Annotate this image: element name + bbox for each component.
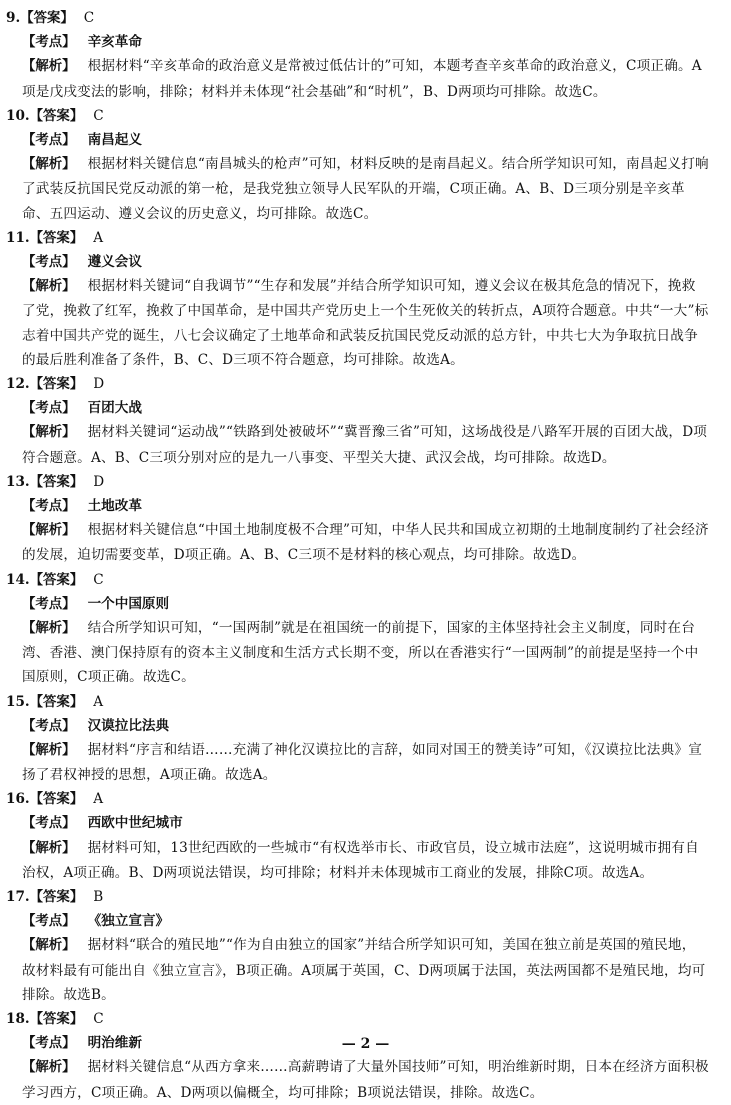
answer-value: C [83,10,95,26]
analysis-text: 结合所学知识可知，“一国两制”就是在祖国统一的前提下，国家的主体坚持社会主义制度，同时在台湾、香港、澳门保持原有的资本主义制度和生活方式长期不变，所以在香港实行“一国两制”的前提是坚持一个中国原则，C项正确。故选C。 [22,619,699,686]
keypoint-line [0,714,731,738]
analysis-text: 据材料“联合的殖民地”“作为自由独立的国家”并结合所学知识可知，美国在独立前是英国的殖民地，故材料最有可能出自《独立宣言》，B项正确。A项属于英国，C、D两项属于法国，英法两国都不是殖民地，均可排除。故选B。 [22,937,706,1003]
question-number: 18. [6,1011,30,1028]
answer-value: C [93,571,104,588]
answer-line [0,372,731,396]
analysis-label: 【解析】 [22,279,76,295]
analysis-label: 【解析】 [22,938,76,954]
question-block [0,226,731,372]
answer-label: 【答案】 [29,572,84,588]
analysis-paragraph [0,152,731,226]
question-list [0,6,731,1105]
answer-line [0,1007,731,1031]
answer-value: A [93,791,104,808]
analysis-paragraph [0,616,731,690]
keypoint-label: 【考点】 [22,498,76,514]
keypoint-value: 南昌起义 [87,131,142,148]
answer-line [0,6,731,30]
analysis-label: 【解析】 [22,425,76,441]
keypoint-line [0,30,731,54]
keypoint-value: 遵义会议 [87,253,142,270]
answer-line [0,470,731,494]
question-block [0,568,731,690]
answer-label: 【答案】 [29,230,84,246]
question-block [0,6,731,104]
analysis-text: 根据材料关键词“自我调节”“生存和发展”并结合所学知识可知，遵义会议在极其危急的情况下，挽救了党，挽救了红军，挽救了中国革命，是中国共产党历史上一个生死攸关的转折点，A项符合题意。中共“一大”标志着中国共产党的诞生，八七会议确定了土地革命和武装反抗国民党反动派的总方针，中共七大为争取抗日战争的最后胜利准备了条件，B、C、D三项不符合题意，均可排除。故选A。 [22,278,709,368]
question-number: 15. [6,693,30,710]
answer-line [0,226,731,250]
question-number: 16. [6,791,30,808]
keypoint-label: 【考点】 [22,35,76,51]
answer-line [0,787,731,811]
question-block [0,1007,731,1105]
answer-label: 【答案】 [29,694,84,710]
answer-value: D [93,473,105,490]
answer-value: A [93,229,104,246]
analysis-paragraph [0,738,731,787]
analysis-text: 据材料可知，13世纪西欧的一些城市“有权选举市长、市政官员，设立城市法庭”，这说明城市拥有自治权，A项正确。B、D两项说法错误，均可排除；材料并未体现城市工商业的发展，排除C项。故选A。 [22,839,699,881]
analysis-text: 据材料“序言和结语……充满了神化汉谟拉比的言辞，如同对国王的赞美诗”可知，《汉谟拉比法典》宣扬了君权神授的思想，A项正确。故选A。 [22,741,702,784]
answer-label: 【答案】 [20,11,74,26]
question-block [0,787,731,885]
analysis-text: 根据材料“辛亥革命的政治意义是常被过低估计的”可知，本题考查辛亥革命的政治意义，C项正确。A项是戊戌变法的影响，排除；材料并未体现“社会基础”和“时机”，B、D两项均可排除。故选C。 [22,58,702,100]
keypoint-line [0,250,731,274]
answer-label: 【答案】 [29,890,84,906]
keypoint-line [0,592,731,616]
keypoint-label: 【考点】 [22,816,76,832]
keypoint-label: 【考点】 [22,254,76,270]
question-number: 13. [6,473,30,490]
question-block [0,104,731,226]
keypoint-label: 【考点】 [22,401,76,417]
question-number: 11. [6,229,30,246]
question-block [0,690,731,788]
analysis-paragraph [0,54,731,103]
keypoint-label: 【考点】 [22,596,76,612]
question-block [0,885,731,1007]
answer-line [0,568,731,592]
question-number: 14. [6,571,30,588]
answer-value: B [93,889,104,906]
answer-line [0,885,731,909]
keypoint-line [0,396,731,420]
question-block [0,470,731,568]
analysis-paragraph [0,420,731,469]
analysis-text: 据材料关键信息“从西方拿来……高薪聘请了大量外国技师”可知，明治维新时期，日本在经济方面积极学习西方，C项正确。A、D两项以偏概全，均可排除；B项说法错误，排除。故选C。 [22,1059,709,1101]
analysis-text: 根据材料关键信息“南昌城头的枪声”可知，材料反映的是南昌起义。结合所学知识可知，南昌起义打响了武装反抗国民党反动派的第一枪，是我党独立领导人民军队的开端，C项正确。A、B、D三项分别是辛亥革命、五四运动、遵义会议的历史意义，均可排除。故选C。 [22,156,709,222]
analysis-label: 【解析】 [22,523,76,539]
answer-value: C [93,107,104,124]
answer-label: 【答案】 [29,792,84,808]
answer-label: 【答案】 [29,474,84,490]
analysis-paragraph [0,836,731,885]
analysis-label: 【解析】 [22,620,76,636]
analysis-paragraph [0,933,731,1007]
keypoint-line [0,909,731,933]
keypoint-value: 汉谟拉比法典 [87,717,170,734]
analysis-label: 【解析】 [22,840,76,856]
answer-label: 【答案】 [29,108,84,124]
question-number: 17. [6,889,30,906]
answer-label: 【答案】 [29,376,84,392]
keypoint-label: 【考点】 [22,132,76,148]
answer-line [0,104,731,128]
analysis-label: 【解析】 [22,1060,76,1076]
question-number: 10. [6,107,30,124]
page-number: — 2 — [341,1036,390,1052]
keypoint-value: 一个中国原则 [87,595,170,612]
analysis-label: 【解析】 [22,157,76,173]
answer-value: D [93,375,105,392]
analysis-label: 【解析】 [22,742,76,758]
analysis-text: 据材料关键词“运动战”“铁路到处被破坏”“冀晋豫三省”可知，这场战役是八路军开展的百团大战，D项符合题意。A、B、C三项分别对应的是九一八事变、平型关大捷、武汉会战，均可排除。故选D。 [22,424,708,466]
answer-label: 【答案】 [29,1012,84,1028]
analysis-label: 【解析】 [22,59,76,75]
analysis-paragraph [0,1055,731,1104]
question-block [0,372,731,470]
keypoint-label: 【考点】 [22,914,76,930]
keypoint-value: 西欧中世纪城市 [87,815,183,832]
analysis-paragraph [0,518,731,567]
keypoint-value: 百团大战 [87,400,142,417]
keypoint-line [0,811,731,835]
answer-line [0,690,731,714]
keypoint-label: 【考点】 [22,718,76,734]
analysis-paragraph [0,274,731,372]
keypoint-line [0,128,731,152]
keypoint-value: 辛亥革命 [87,34,142,51]
keypoint-value: 土地改革 [87,497,142,514]
keypoint-label: 【考点】 [22,1036,76,1052]
question-number: 9. [6,10,21,26]
answer-value: C [93,1011,104,1028]
keypoint-value: 《独立宣言》 [87,913,170,930]
question-number: 12. [6,375,30,392]
keypoint-line [0,494,731,518]
analysis-text: 根据材料关键信息“中国土地制度极不合理”可知，中华人民共和国成立初期的土地制度制约了社会经济的发展，迫切需要变革，D项正确。A、B、C三项不是材料的核心观点，均可排除。故选D。 [22,522,709,564]
keypoint-value: 明治维新 [87,1035,142,1052]
answer-value: A [93,693,104,710]
